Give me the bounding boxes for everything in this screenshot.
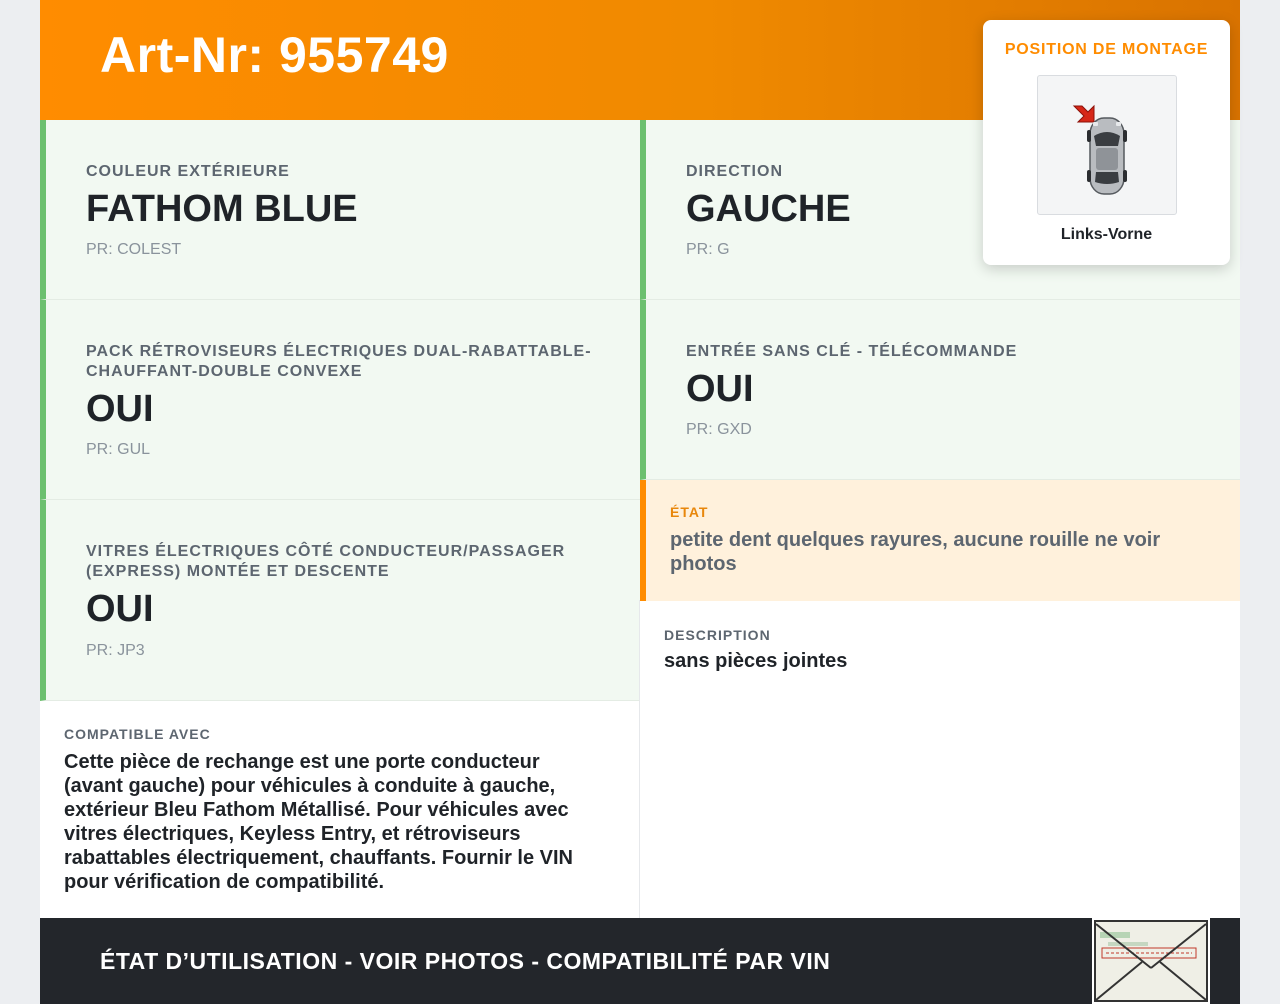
description-text: sans pièces jointes <box>664 650 848 672</box>
option-label: PACK RÉTROVISEURS ÉLECTRIQUES DUAL-RABATTABLE-CHAUFFANT-DOUBLE CONVEXE <box>86 343 592 380</box>
document-thumbnail[interactable] <box>1092 918 1210 1004</box>
compatibility-label: COMPATIBLE AVEC <box>64 726 211 742</box>
compatibility-text: Cette pièce de rechange est une porte conducteur (avant gauche) pour véhicules à conduite à gauche, extérieur Bleu Fathom Métallisé. Pour véhicules avec vitres électriques, Keyless Entry, et rétroviseurs rabattables électriquement, chauffants. Fournir le VIN pour vérification de compatibilité. <box>64 751 574 893</box>
article-number: Art-Nr: 955749 <box>100 27 449 83</box>
condition-box <box>640 480 1240 601</box>
car-position-image[interactable] <box>1037 75 1177 215</box>
column-divider <box>639 600 640 918</box>
part-sheet <box>40 0 1240 1004</box>
option-cell-power-windows <box>40 500 640 701</box>
option-code: PR: GXD <box>686 421 752 438</box>
mounting-position-title: POSITION DE MONTAGE <box>1004 41 1209 58</box>
option-value: FATHOM BLUE <box>86 188 358 230</box>
footer-text: ÉTAT D’UTILISATION - VOIR PHOTOS - COMPATIBILITÉ PAR VIN <box>100 948 831 974</box>
option-code: PR: G <box>686 241 730 258</box>
footer-bar <box>40 918 1240 1004</box>
car-top-view-icon <box>1038 76 1176 214</box>
option-cell-mirror-pack <box>40 300 640 500</box>
condition-text: petite dent quelques rayures, aucune rouille ne voir photos <box>670 529 1161 575</box>
option-label: COULEUR EXTÉRIEURE <box>86 163 290 180</box>
option-code: PR: GUL <box>86 441 151 458</box>
condition-label: ÉTAT <box>670 504 709 520</box>
description-label: DESCRIPTION <box>664 627 771 643</box>
mounting-position-caption: Links-Vorne <box>1060 226 1153 243</box>
front-left-arrow-icon <box>1074 106 1094 122</box>
option-label: ENTRÉE SANS CLÉ - TÉLÉCOMMANDE <box>686 343 1018 360</box>
option-code: PR: JP3 <box>86 642 145 659</box>
option-value: GAUCHE <box>686 188 851 230</box>
option-value: OUI <box>686 368 754 410</box>
option-cell-keyless-entry <box>640 300 1240 480</box>
option-label: DIRECTION <box>686 163 783 180</box>
option-value: OUI <box>86 588 154 630</box>
option-code: PR: COLEST <box>86 241 182 258</box>
option-cell-exterior-color <box>40 120 640 300</box>
option-label: VITRES ÉLECTRIQUES CÔTÉ CONDUCTEUR/PASSAGER (EXPRESS) MONTÉE ET DESCENTE <box>86 543 566 580</box>
option-value: OUI <box>86 388 154 430</box>
envelope-photo-icon <box>1094 920 1208 1002</box>
mounting-position-card <box>983 20 1230 265</box>
